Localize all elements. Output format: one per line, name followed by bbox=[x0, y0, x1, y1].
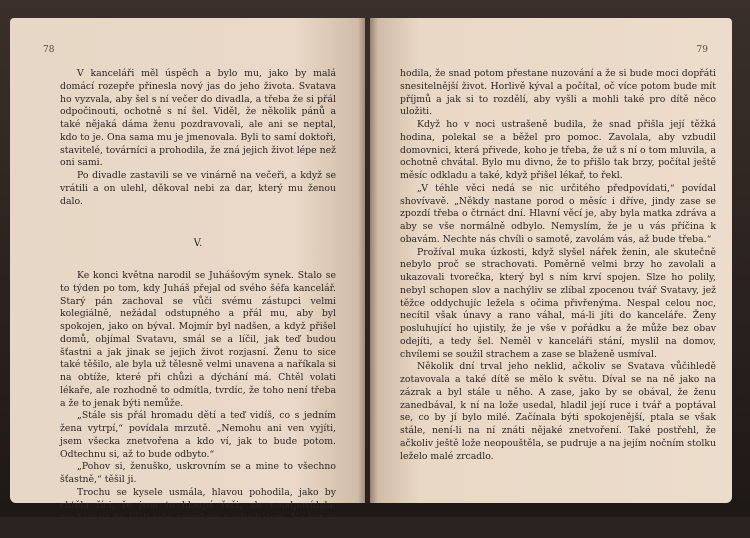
paragraph: „V téhle věci nedá se nic určitého předpovídati,“ povídal shovívavě. „Někdy nastane porod o měsíc i dříve, jindy zase se zpozdí třeba o čtrnáct dní. Hlavní věcí je, aby byla matka zdráva a aby se vše normálně odbylo. Nemyslím, že je u vás příčina k obavám. Nechte nás chvíli o samotě, zavolám vás, až bude třeba.“ bbox=[400, 182, 716, 245]
paragraph: V kanceláři měl úspěch a bylo mu, jako by malá domácí rozepře přinesla nový jas do jeho života. Svatava ho vyzvala, aby šel s ní večer do divadla, a třeba že si přál odpočinouti, ochotně s ní šel. Viděl, že několik pánů a také nějaká dáma ženu pozdravovali, ale ani se neptal, kdo to je. Ona sama mu je jmenovala. Byli to samí doktoři, stavitelé, továrníci a prohodila, že zná jejich život lépe než oni sami. bbox=[60, 68, 336, 169]
paragraph: Ke konci května narodil se Juhášovým synek. Stalo se to týden po tom, kdy Juháš přejal od svého šéfa kancelář. Starý pán zachoval se vůči svému zástupci velmi kolegiálně, nežádal odstupného a přál mu, aby byl spokojen, jako on býval. Mojmír byl nadšen, a když přišel domů, objímal Svatavu, smál se a líčil, jak teď budou šťastni a jak jinak se jejich život rozjasní. Ženu to sice také těšilo, ale byla už tělesně velmi unavena a naříkala si na obtíže, které při chůzi a dýchání má. Chtěl volati lékaře, ale rozhodně to odmítla, tvrdíc, že toho není třeba a že to jenak býti nemůže. bbox=[60, 270, 336, 409]
page-number: 79 bbox=[696, 45, 708, 55]
paragraph: Několik dní trval jeho neklid, ačkoliv se Svatava vůčihledě zotavovala a také dítě se mělo k světu. Díval se na ně jako na zázrak a byl stále u něho. A zase, jako by se obával, že ženu zanedbával, k ní na lože usedal, hladil její ruce i tvář a poptával se, co by jí bylo milé. Začínala býti spokojenější, ptala se však stále, není-li na ní znáti nějaké znetvoření. Také postřehl, že ačkoliv ještě lože neopouštěla, se pudruje a na jejím nočním stolku leželo malé zrcadlo. bbox=[400, 361, 716, 462]
page-text bbox=[400, 68, 716, 463]
chapter-heading: V. bbox=[193, 238, 203, 250]
paragraph: Po divadle zastavili se ve vinárně na večeři, a když se vrátili a on ulehl, děkoval nebi za dar, který mu ženou dalo. bbox=[60, 170, 336, 207]
paragraph: Když ho v noci ustrašeně budila, že snad přišla její těžká hodina, polekal se a běžel pro pomoc. Zavolala, aby vzbudil domovnici, která přivede, koho je třeba, že už s ní o tom mluvila, a ochotně chvátal. Bylo mu divno, že to přišlo tak brzy, počítal ještě měsíc odkladu a také, když přišel lékař, to řekl. bbox=[400, 119, 716, 181]
left-page bbox=[10, 18, 365, 536]
page-number: 78 bbox=[43, 45, 55, 55]
paragraph: hodila, že snad potom přestane nuzování a že si bude moci dopřáti snesitelnější život. Horlivě kýval a počítal, oč více potom bude mít příjmů a jak si to rozdělí, aby vyšli a mohli také pro dítě něco uložiti. bbox=[400, 68, 716, 118]
page-text bbox=[60, 68, 336, 538]
right-page bbox=[370, 18, 732, 503]
paragraph: Prožíval muka úzkosti, když slyšel nářek ženin, ale skutečně nebylo proč se strachovati. Poměrně velmi brzy ho zavolali a ukazovali tvorečka, který byl s ním krví spojen. Slze ho polily, nebyl schopen slov a nachýliv se zlíbal zpocenou tvář Svatavy, jež těžce oddychujíc ležela s očima přivřenýma. Nespal celou noc, necítil však únavy a rano váhal, má-li jíti do kanceláře. Ženy posluhující ho ujistily, že je vše v pořádku a že může bez obav odejíti, a tedy šel. Neměl v kanceláři stání, myslil na domov, chvílemi se soužil strachem a zase se blaženě usmíval. bbox=[400, 246, 716, 360]
paragraph: „Stále sis přál hromadu dětí a teď vidíš, co s jedním žena vytrpí,“ povídala mrzutě. „Nemohu ani ven vyjíti, jsem všecka znetvořena a kdo ví, jak to bude potom. Odtechnu si, až to bude odbyto.“ bbox=[60, 410, 336, 460]
paragraph: „Pohov si, ženuško, uskrovním se a mine to všechno šťastně,“ těšil ji. bbox=[60, 461, 336, 485]
paragraph: Trochu se kysele usmála, hlavou pohodila, jako by chtěla říci, že jsou to hloupé řeči, ale neodpovídala, nechávajíc ho líčiti jeho rozmluvu s advokátem. Na konec pro- bbox=[60, 486, 336, 536]
book-gutter bbox=[358, 18, 378, 503]
